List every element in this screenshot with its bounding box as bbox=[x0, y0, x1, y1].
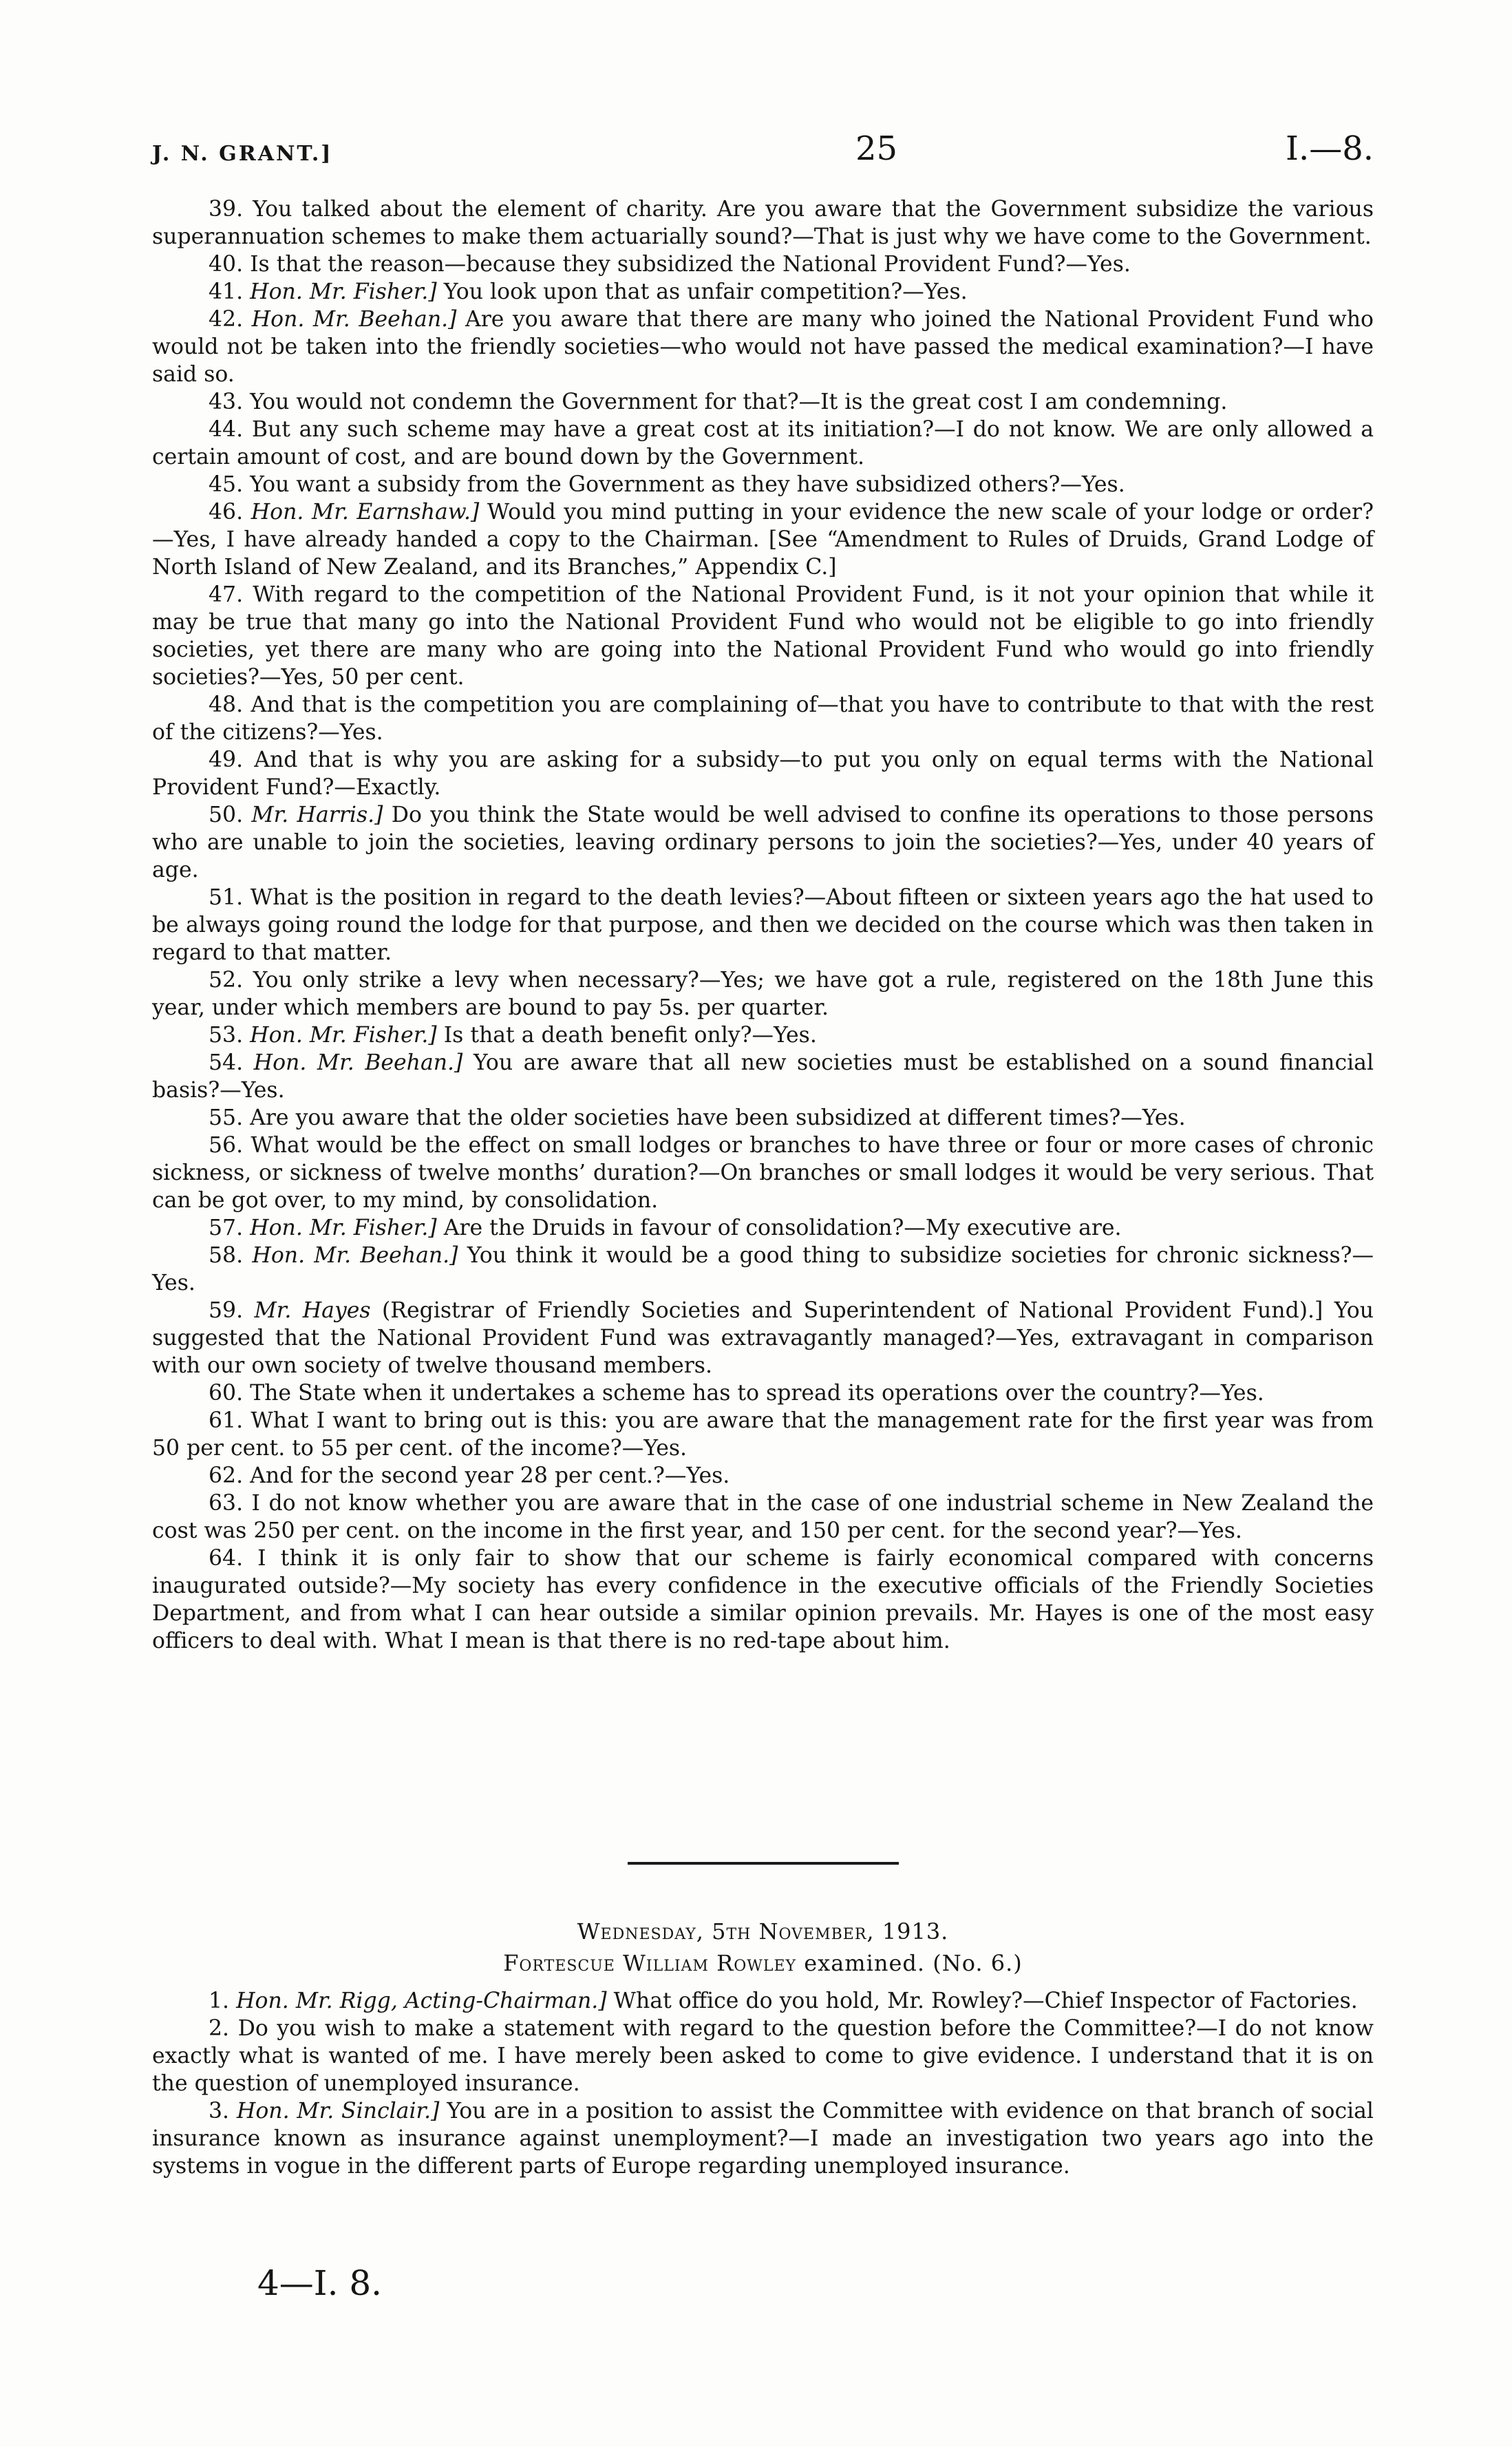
question-text: 40. Is that the reason—because they subsidized the National Provident Fund?—Yes. bbox=[209, 252, 1131, 277]
evidence-body bbox=[152, 195, 1374, 1655]
question-text: You are aware that all new societies must be established on a sound financial basis?—Yes. bbox=[152, 1050, 1374, 1103]
question-text: What office do you hold, Mr. Rowley?—Chief Inspector of Factories. bbox=[613, 1989, 1358, 2013]
question-text: 62. And for the second year 28 per cent.?—Yes. bbox=[209, 1463, 730, 1488]
question-number: 3. bbox=[209, 2099, 230, 2123]
question-text: 45. You want a subsidy from the Government as they have subsidized others?—Yes. bbox=[209, 472, 1125, 497]
question-text: Would you mind putting in your evidence the new scale of your lodge or order?—Yes, I have already handed a copy to the Chairman. [See “Amendment to Rules of Druids, Grand Lodge of North Island of New Zealand, and its Branches,” Appendix C.] bbox=[152, 500, 1374, 580]
question-text: 61. What I want to bring out is this: you are aware that the management rate for the first year was from 50 per cent. to 55 per cent. of the income?—Yes. bbox=[152, 1408, 1374, 1461]
section-divider bbox=[628, 1862, 899, 1865]
question-text: 39. You talked about the element of charity. Are you aware that the Government subsidize the various superannuation schemes to make them actuarially sound?—That is just why we have come to the Government. bbox=[152, 197, 1374, 249]
question-paragraph bbox=[152, 1379, 1374, 1407]
speaker-name: Hon. Mr. Sinclair.] bbox=[236, 2099, 440, 2123]
witness-suffix: examined. (No. 6.) bbox=[804, 1950, 1023, 1976]
speaker-name: Mr. Hayes bbox=[254, 1298, 371, 1323]
question-number: 1. bbox=[209, 1989, 230, 2013]
speaker-name: Hon. Mr. Earnshaw.] bbox=[251, 500, 480, 525]
question-text: 56. What would be the effect on small lodges or branches to have three or four or more cases of chronic sickness, or sickness of twelve months’ duration?—On branches or small lodges it would be very serious. That can be got over, to my mind, by consolidation. bbox=[152, 1133, 1374, 1213]
speaker-name: Hon. Mr. Fisher.] bbox=[250, 1216, 437, 1240]
question-text: Is that a death benefit only?—Yes. bbox=[443, 1023, 817, 1048]
question-paragraph bbox=[152, 1021, 1374, 1049]
question-number: 41. bbox=[209, 279, 244, 304]
speaker-name: Hon. Mr. Beehan.] bbox=[252, 1243, 458, 1268]
question-number: 54. bbox=[209, 1050, 244, 1075]
question-number: 58. bbox=[209, 1243, 244, 1268]
question-text: 47. With regard to the competition of the National Provident Fund, is it not your opinion that while it may be true that many go into the National Provident Fund who would not be eligible to go into friendly societies, yet there are many who are going into the National Provident Fund who would go into friendly societies?—Yes, 50 per cent. bbox=[152, 582, 1374, 690]
question-text: 55. Are you aware that the older societies have been subsidized at different times?—Yes. bbox=[209, 1105, 1186, 1130]
question-text: Do you think the State would be well advised to confine its operations to those persons who are unable to join the societies, leaving ordinary persons to join the societies?—Yes, under 40 years of age. bbox=[152, 803, 1374, 882]
signature-mark: 4—I. 8. bbox=[257, 2263, 383, 2303]
question-text: You think it would be a good thing to subsidize societies for chronic sickness?—Yes. bbox=[152, 1243, 1374, 1295]
question-paragraph bbox=[152, 306, 1374, 388]
question-text: 60. The State when it undertakes a scheme has to spread its operations over the country?—Yes. bbox=[209, 1381, 1264, 1406]
question-paragraph bbox=[152, 1462, 1374, 1490]
question-paragraph bbox=[152, 2097, 1374, 2180]
question-paragraph bbox=[152, 1214, 1374, 1242]
witness-heading bbox=[152, 1950, 1374, 1976]
question-paragraph bbox=[152, 884, 1374, 966]
question-paragraph bbox=[152, 471, 1374, 498]
question-paragraph bbox=[152, 1242, 1374, 1297]
question-paragraph bbox=[152, 801, 1374, 884]
question-text: 51. What is the position in regard to the death levies?—About fifteen or sixteen years ago the hat used to be always going round the lodge for that purpose, and then we decided on the course which was then taken in regard to that matter. bbox=[152, 885, 1374, 965]
question-paragraph bbox=[152, 2015, 1374, 2097]
question-paragraph bbox=[152, 581, 1374, 691]
question-paragraph bbox=[152, 416, 1374, 471]
speaker-name: Mr. Harris.] bbox=[251, 803, 383, 827]
question-text: 44. But any such scheme may have a great cost at its initiation?—I do not know. We are only allowed a certain amount of cost, and are bound down by the Government. bbox=[152, 417, 1374, 469]
question-text: Are the Druids in favour of consolidation?—My executive are. bbox=[443, 1216, 1122, 1240]
question-text: 48. And that is the competition you are complaining of—that you have to contribute to that with the rest of the citizens?—Yes. bbox=[152, 692, 1374, 745]
question-paragraph bbox=[152, 388, 1374, 416]
question-text: 64. I think it is only fair to show that our scheme is fairly economical compared with concerns inaugurated outside?—My society has every confidence in the executive officials of the Friendly Societies Department, and from what I can hear outside a similar opinion prevails. Mr. Hayes is one of the most easy officers to deal with. What I mean is that there is no red-tape about him. bbox=[152, 1546, 1374, 1653]
question-paragraph bbox=[152, 1407, 1374, 1462]
question-text: 63. I do not know whether you are aware that in the case of one industrial scheme in New Zealand the cost was 250 per cent. on the income in the first year, and 150 per cent. for the second year?—Yes. bbox=[152, 1491, 1374, 1543]
question-paragraph bbox=[152, 195, 1374, 251]
question-paragraph bbox=[152, 1545, 1374, 1655]
question-paragraph bbox=[152, 498, 1374, 581]
question-text: (Registrar of Friendly Societies and Superintendent of National Provident Fund).] You suggested that the National Provident Fund was extravagantly managed?—Yes, extravagant in comparison with our own society of twelve thousand members. bbox=[152, 1298, 1374, 1378]
header-witness: J. N. GRANT.] bbox=[152, 142, 333, 166]
evidence-body-rowley bbox=[152, 1987, 1374, 2180]
question-text: 43. You would not condemn the Government for that?—It is the great cost I am condemning. bbox=[209, 390, 1228, 414]
question-number: 46. bbox=[209, 500, 244, 525]
question-number: 57. bbox=[209, 1216, 244, 1240]
question-number: 59. bbox=[209, 1298, 244, 1323]
speaker-name: Hon. Mr. Beehan.] bbox=[253, 1050, 463, 1075]
question-text: Are you aware that there are many who joined the National Provident Fund who would not be taken into the friendly societies—who would not have passed the medical examination?—I have said so. bbox=[152, 307, 1374, 387]
question-paragraph bbox=[152, 1104, 1374, 1132]
speaker-name: Hon. Mr. Rigg, Acting-Chairman.] bbox=[236, 1989, 607, 2013]
witness-name: Fortescue William Rowley bbox=[503, 1950, 797, 1976]
question-paragraph bbox=[152, 1132, 1374, 1214]
page-number: 25 bbox=[855, 129, 898, 168]
question-number: 50. bbox=[209, 803, 244, 827]
session-date: Wednesday, 5th November, 1913. bbox=[577, 1918, 949, 1945]
question-text: 2. Do you wish to make a statement with regard to the question before the Committee?—I do not know exactly what is wanted of me. I have merely been asked to come to give evidence. I understand that it is on the question of unemployed insurance. bbox=[152, 2016, 1374, 2096]
page-header bbox=[152, 128, 1374, 176]
question-paragraph bbox=[152, 966, 1374, 1021]
question-paragraph bbox=[152, 691, 1374, 746]
question-paragraph bbox=[152, 1490, 1374, 1545]
question-text: 52. You only strike a levy when necessary?—Yes; we have got a rule, registered on the 18th June this year, under which members are bound to pay 5s. per quarter. bbox=[152, 968, 1374, 1020]
question-text: You look upon that as unfair competition?—Yes. bbox=[443, 279, 968, 304]
question-text: 49. And that is why you are asking for a subsidy—to put you only on equal terms with the National Provident Fund?—Exactly. bbox=[152, 748, 1374, 800]
question-number: 42. bbox=[209, 307, 244, 332]
question-text: You are in a position to assist the Committee with evidence on that branch of social insurance known as insurance against unemployment?—I made an investigation two years ago into the systems in vogue in the different parts of Europe regarding unemployed insurance. bbox=[152, 2099, 1374, 2179]
question-paragraph bbox=[152, 1049, 1374, 1104]
question-paragraph bbox=[152, 278, 1374, 306]
question-paragraph bbox=[152, 746, 1374, 801]
question-number: 53. bbox=[209, 1023, 244, 1048]
speaker-name: Hon. Mr. Beehan.] bbox=[251, 307, 457, 332]
question-paragraph bbox=[152, 1297, 1374, 1379]
speaker-name: Hon. Mr. Fisher.] bbox=[250, 1023, 437, 1048]
speaker-name: Hon. Mr. Fisher.] bbox=[250, 279, 437, 304]
question-paragraph bbox=[152, 1987, 1374, 2015]
question-paragraph bbox=[152, 251, 1374, 278]
paper-reference: I.—8. bbox=[1285, 129, 1374, 168]
